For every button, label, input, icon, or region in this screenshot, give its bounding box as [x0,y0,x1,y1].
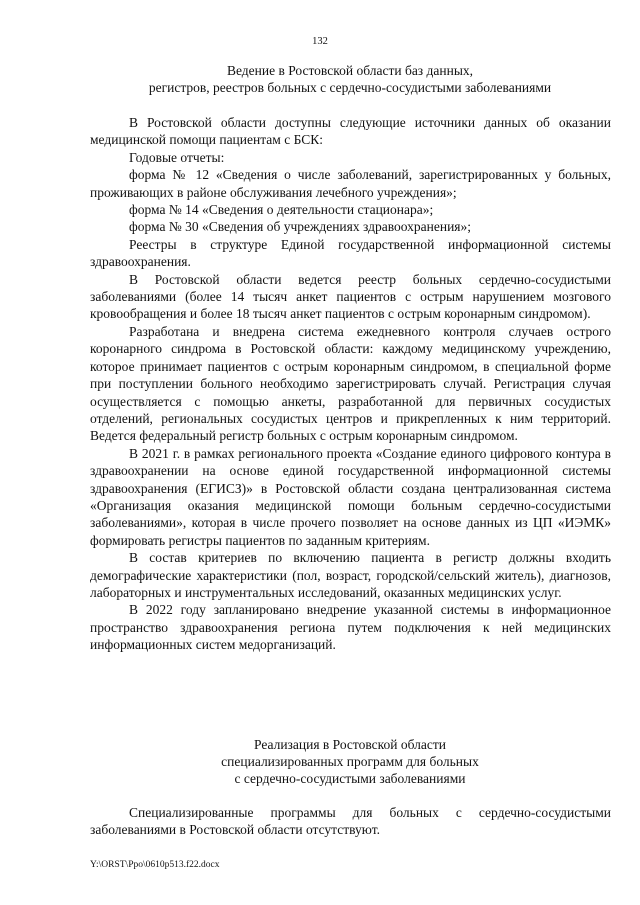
paragraph: Годовые отчеты: [129,149,225,165]
paragraph: Разработана и внедрена система ежедневного контроля случаев острого коронарного синдрома в Ростовской области: каждому медицинскому учреждению, которое принимает пациентов с острым коронарным синдромом, в специальной форме при поступлении больного необходимо зарегистрировать случай. Регистрация случая осуществляется с помощью анкеты, разработанной для первичных сосудистых отделений, региональных сосудистых центров и прикрепленных к ним территорий. Ведется федеральный регистр больных с острым коронарным синдромом. [90,323,611,444]
paragraph: В Ростовской области ведется реестр больных сердечно-сосудистыми заболеваниями (более 14 тысяч анкет пациентов с острым нарушением мозгового кровообращения и более 18 тысяч анкет пациентов с острым коронарным синдромом). [90,271,611,322]
paragraph: В состав критериев по включению пациента в регистр должны входить демографические характеристики (пол, возраст, городской/сельский житель), диагнозов, лабораторных и инструментальных исследований, оказанных медицинских услуг. [90,550,611,600]
section-heading-line: с сердечно-сосудистыми заболеваниями [234,771,466,786]
page-number: 132 [312,36,328,47]
section-body [90,804,611,839]
section-body [90,114,611,654]
section-heading-line: регистров, реестров больных с сердечно-сосудистыми заболеваниями [148,80,552,95]
paragraph: В 2021 г. в рамках регионального проекта «Создание единого цифрового контура в здравоохранении на основе единой государственной информационной системы здравоохранения (ЕГИСЗ)» в Ростовской области создана централизованная система «Организация оказания медицинской помощи больным сердечно-сосудистыми заболеваниями», которая в числе прочего позволяет на основе данных из ЦП «ИЭМК» формировать регистры пациентов по заданным критериям. [90,445,611,548]
paragraph: Специализированные программы для больных с сердечно-сосудистыми заболеваниями в Ростовской области отсутствуют. [90,805,611,838]
section-heading-line: Реализация в Ростовской области [253,737,447,752]
document-file-path: Y:\ORST\Ppo\0610p513.f22.docx [90,860,220,870]
paragraph: форма № 12 «Сведения о числе заболеваний, зарегистрированных у больных, проживающих в районе обслуживания лечебного учреждения»; [90,167,611,200]
paragraph: форма № 14 «Сведения о деятельности стационара»; [129,202,434,218]
section-heading-line: специализированных программ для больных [221,754,479,769]
section-heading [90,62,610,96]
section-heading-line: Ведение в Ростовской области баз данных, [226,63,474,78]
paragraph: Реестры в структуре Единой государственной информационной системы здравоохранения. [90,236,611,270]
paragraph: форма № 30 «Сведения об учреждениях здравоохранения»; [129,219,472,235]
paragraph: В Ростовской области доступны следующие источники данных об оказании медицинской помощи пациентам с БСК: [90,115,611,148]
paragraph: В 2022 году запланировано внедрение указанной системы в информационное пространство здравоохранения региона путем подключения к ней медицинских информационных систем медорганизаций. [90,602,611,653]
section-heading [90,736,610,787]
